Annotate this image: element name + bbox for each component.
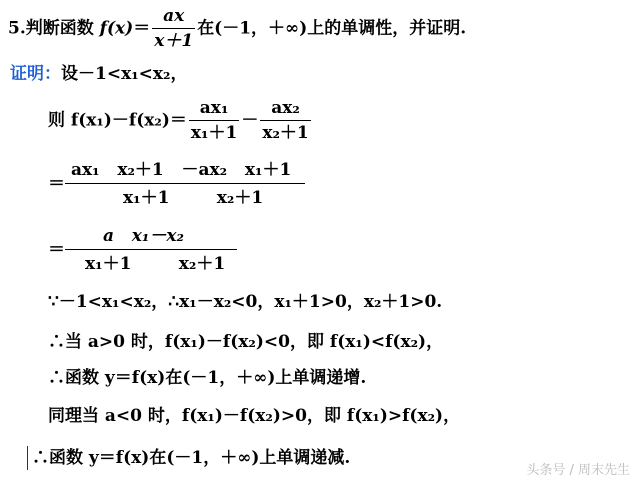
negative-case-line: 同理当 a<0 时，f(x₁)－f(x₂)>0，即 f(x₁)>f(x₂)， <box>48 406 461 426</box>
step-3-fraction <box>65 228 237 273</box>
problem-eq: ＝ <box>133 18 151 39</box>
problem-fx: f(x) <box>99 18 134 39</box>
step-1 <box>48 100 313 142</box>
step-2-eq: ＝ <box>48 174 65 194</box>
step-2-fraction <box>65 162 305 207</box>
step-2-numerator: ax₁ x₂＋1 －ax₂ x₁＋1 <box>65 162 305 184</box>
step-3-numerator: a x₁－x₂ <box>65 228 237 250</box>
step-2-denominator: x₁＋1 x₂＋1 <box>123 188 264 208</box>
positive-case-line: ∴当 a>0 时，f(x₁)－f(x₂)<0，即 f(x₁)<f(x₂)， <box>48 332 444 352</box>
proof-line <box>10 66 187 83</box>
step-2 <box>48 162 305 207</box>
step-1-fraction-1 <box>189 100 239 142</box>
proof-label: 证明： <box>10 64 61 84</box>
step-1-fraction-2-numerator: ax₂ <box>260 100 310 121</box>
step-3-eq: ＝ <box>48 240 65 260</box>
problem-prefix: 判断函数 <box>25 18 94 39</box>
step-3-denominator: x₁＋1 x₂＋1 <box>85 254 226 274</box>
since-line: ∵－1<x₁<x₂，∴x₁－x₂<0，x₁＋1>0，x₂＋1>0. <box>48 292 443 312</box>
proof-assumption: 设－1<x₁<x₂， <box>61 64 188 84</box>
watermark: 头条号 / 周末先生 <box>526 463 630 478</box>
text-cursor <box>27 446 28 470</box>
step-1-fraction-2-denominator: x₂＋1 <box>262 123 309 143</box>
problem-suffix: 在(－1，＋∞)上的单调性，并证明. <box>197 18 467 39</box>
problem-statement <box>8 8 466 50</box>
decreasing-conclusion: ∴函数 y＝f(x)在(－1，＋∞)上单调递减. <box>32 448 351 468</box>
step-1-fraction-2 <box>260 100 310 142</box>
step-1-prefix: 则 f(x₁)－f(x₂)＝ <box>48 110 187 131</box>
increasing-conclusion: ∴函数 y＝f(x)在(－1，＋∞)上单调递增. <box>48 368 367 388</box>
problem-fraction-numerator: ax <box>152 8 195 29</box>
step-1-fraction-1-denominator: x₁＋1 <box>190 123 238 143</box>
step-3 <box>48 228 237 273</box>
problem-fraction-denominator: x＋1 <box>154 31 194 51</box>
step-1-fraction-1-numerator: ax₁ <box>189 100 239 121</box>
step-1-minus: － <box>241 110 259 131</box>
problem-number: 5. <box>8 18 26 39</box>
problem-fraction <box>152 8 195 50</box>
